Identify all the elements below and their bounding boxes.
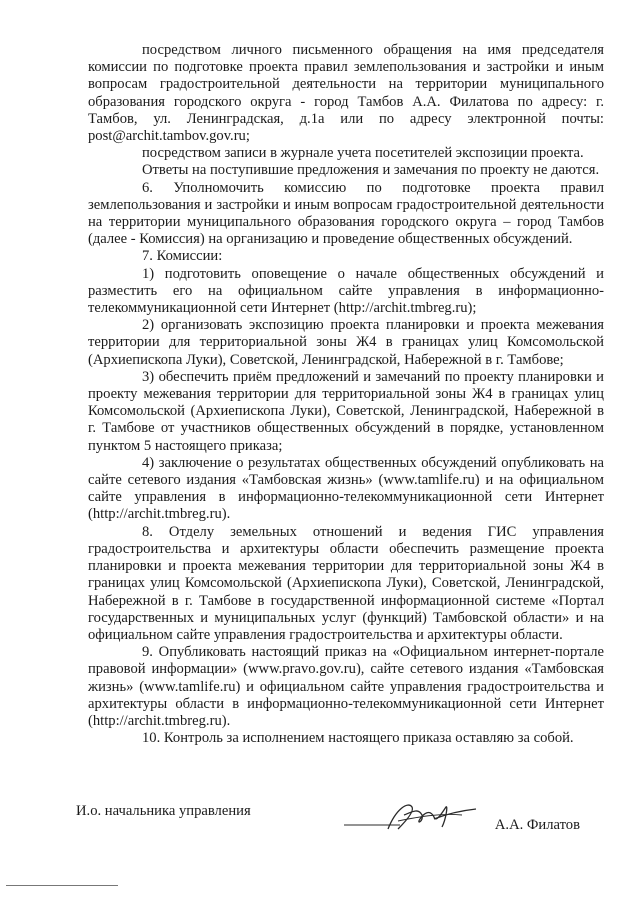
paragraph-item-8: 8. Отделу земельных отношений и ведения ГИС управления градостроительства и архитектуры области обеспечить размещение проекта планировки и проекта межевания территории для территориальной зоны Ж4 в границах улиц Комсомольской (Архиепископа Луки), Советской, Ленинградской, Набережной в г. Тамбове в государственной информационной системе «Портал государственных и муниципальных услуг (функций) Тамбовской области» и на официальном сайте управления градостроительства и архитектуры области. <box>88 523 604 643</box>
handwritten-signature <box>338 795 488 839</box>
paragraph-item-10: 10. Контроль за исполнением настоящего приказа оставляю за собой. <box>142 730 574 747</box>
paragraph-journal-record: посредством записи в журнале учета посетителей экспозиции проекта. <box>142 145 584 162</box>
paragraph-subitem-3: 3) обеспечить приём предложений и замечаний по проекту планировки и проекту межевания территории для территориальной зоны Ж4 в границах улиц Комсомольской (Архиепископа Луки), Советской, Ленинградской, Набережной в г. Тамбове от участников общественных обсуждений в порядке, установленном пунктом 5 настоящего приказа; <box>88 368 604 454</box>
paragraph-item-7: 7. Комиссии: <box>142 248 223 265</box>
paragraph-subitem-1: 1) подготовить оповещение о начале общественных обсуждений и разместить его на официальном сайте управления в информационно-телекоммуникационной сети Интернет (http://archit.tmbreg.ru); <box>88 265 604 317</box>
paragraph-no-answers: Ответы на поступившие предложения и замечания по проекту не даются. <box>142 162 600 179</box>
footer-divider <box>6 885 118 886</box>
paragraph-subitem-4: 4) заключение о результатах общественных обсуждений опубликовать на сайте сетевого издания «Тамбовская жизнь» (www.tamlife.ru) и на официальном сайте управления в информационно-телекоммуникационной сети Интернет (http://archit.tmbreg.ru). <box>88 454 604 523</box>
paragraph-item-9: 9. Опубликовать настоящий приказ на «Официальном интернет-портале правовой информации» (www.pravo.gov.ru), сайте сетевого издания «Тамбовская жизнь» (www.tamlife.ru) и официальном сайте управления градостроительства и архитектуры области в информационно-телекоммуникационной сети Интернет (http://archit.tmbreg.ru). <box>88 644 604 729</box>
paragraph-item-6: 6. Уполномочить комиссию по подготовке проекта правил землепользования и застройки и иным вопросам градостроительной деятельности на территории муниципального образования городского округа – город Тамбов (далее - Комиссия) на организацию и проведение общественных обсуждений. <box>88 179 604 248</box>
signatory-name: А.А. Филатов <box>494 817 580 833</box>
paragraph-written-request: посредством личного письменного обращения на имя председателя комиссии по подготовке проекта правил землепользования и застройки и иным вопросам градостроительной деятельности на территории муниципального образования городского округа - город Тамбов А.А. Филатова по адресу: г. Тамбов, ул. Ленинградская, д.1а или по адресу электронной почты: post@archit.tambov.gov.ru; <box>88 42 604 145</box>
signature-block <box>76 803 596 843</box>
document-body <box>88 42 604 747</box>
signatory-title: И.о. начальника управления <box>76 803 251 819</box>
paragraph-subitem-2: 2) организовать экспозицию проекта планировки и проекта межевания территории для территориальной зоны Ж4 в границах улиц Комсомольской (Архиепископа Луки), Советской, Ленинградской, Набережной в г. Тамбове; <box>88 317 604 368</box>
